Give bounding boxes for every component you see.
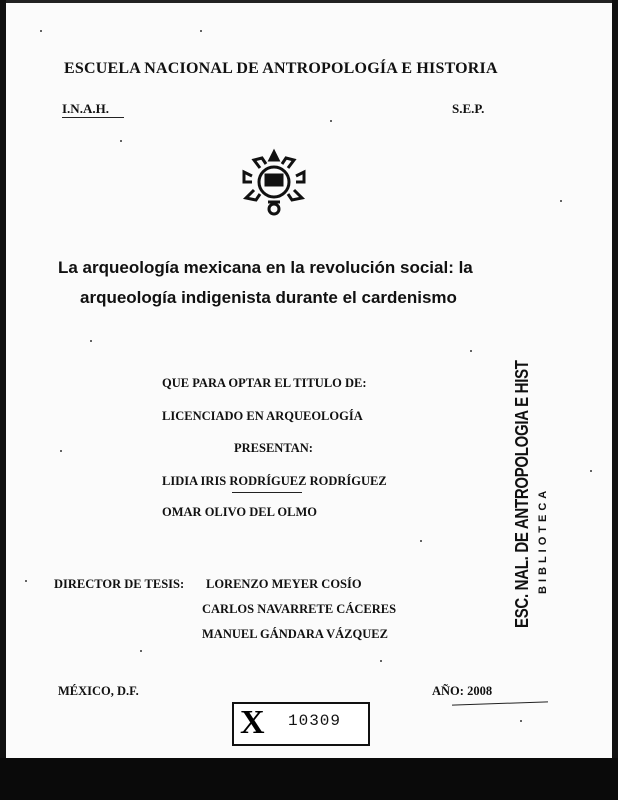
library-stamp-line-2: BIBLIOTECA bbox=[537, 486, 549, 594]
place-label: MÉXICO, D.F. bbox=[58, 684, 139, 698]
scan-speck bbox=[200, 30, 202, 32]
catalog-mark: X bbox=[240, 704, 265, 741]
library-stamp bbox=[511, 360, 550, 628]
library-stamp-line-1: ESC. NAL. DE ANTROPOLOGIA E HIST bbox=[511, 360, 533, 628]
scan-speck bbox=[330, 120, 332, 122]
scan-speck bbox=[120, 140, 122, 142]
scan-speck bbox=[25, 580, 27, 582]
catalog-number: 10309 bbox=[288, 712, 342, 730]
director-label: DIRECTOR DE TESIS: bbox=[54, 577, 185, 591]
author-name-1: LIDIA IRIS RODRÍGUEZ RODRÍGUEZ bbox=[162, 474, 387, 488]
sep-acronym: S.E.P. bbox=[452, 101, 485, 116]
scan-bottom-edge bbox=[0, 758, 618, 800]
scan-left-edge bbox=[0, 0, 6, 760]
inah-underline bbox=[62, 117, 124, 118]
scan-speck bbox=[560, 200, 562, 202]
director-name-3: MANUEL GÁNDARA VÁZQUEZ bbox=[202, 627, 388, 641]
scan-speck bbox=[60, 450, 62, 452]
thesis-title-line-2: arqueología indigenista durante el cardenismo bbox=[80, 288, 457, 307]
year-underline bbox=[452, 701, 548, 705]
director-name-2: CARLOS NAVARRETE CÁCERES bbox=[202, 602, 397, 616]
author-name-2: OMAR OLIVO DEL OLMO bbox=[162, 505, 317, 519]
scan-top-edge bbox=[0, 0, 618, 3]
scan-speck bbox=[470, 350, 472, 352]
institution-name: ESCUELA NACIONAL DE ANTROPOLOGÍA E HISTORIA bbox=[64, 60, 498, 77]
enah-emblem-icon bbox=[232, 146, 316, 220]
degree-name: LICENCIADO EN ARQUEOLOGÍA bbox=[162, 409, 363, 423]
inah-acronym: I.N.A.H. bbox=[62, 101, 109, 116]
scan-speck bbox=[40, 30, 42, 32]
presenters-label: PRESENTAN: bbox=[234, 441, 313, 455]
thesis-title-line-1: La arqueología mexicana en la revolución social: la bbox=[58, 258, 473, 277]
scan-right-edge bbox=[612, 0, 618, 760]
scan-speck bbox=[380, 660, 382, 662]
author-underline bbox=[232, 492, 302, 493]
catalog-number-box bbox=[232, 702, 370, 746]
year-label: AÑO: 2008 bbox=[432, 684, 493, 698]
scan-speck bbox=[90, 340, 92, 342]
scan-speck bbox=[520, 720, 522, 722]
scan-speck bbox=[420, 540, 422, 542]
degree-intro: QUE PARA OPTAR EL TITULO DE: bbox=[162, 376, 367, 390]
scan-speck bbox=[140, 650, 142, 652]
director-name-1: LORENZO MEYER COSÍO bbox=[206, 577, 362, 591]
scan-speck bbox=[590, 470, 592, 472]
